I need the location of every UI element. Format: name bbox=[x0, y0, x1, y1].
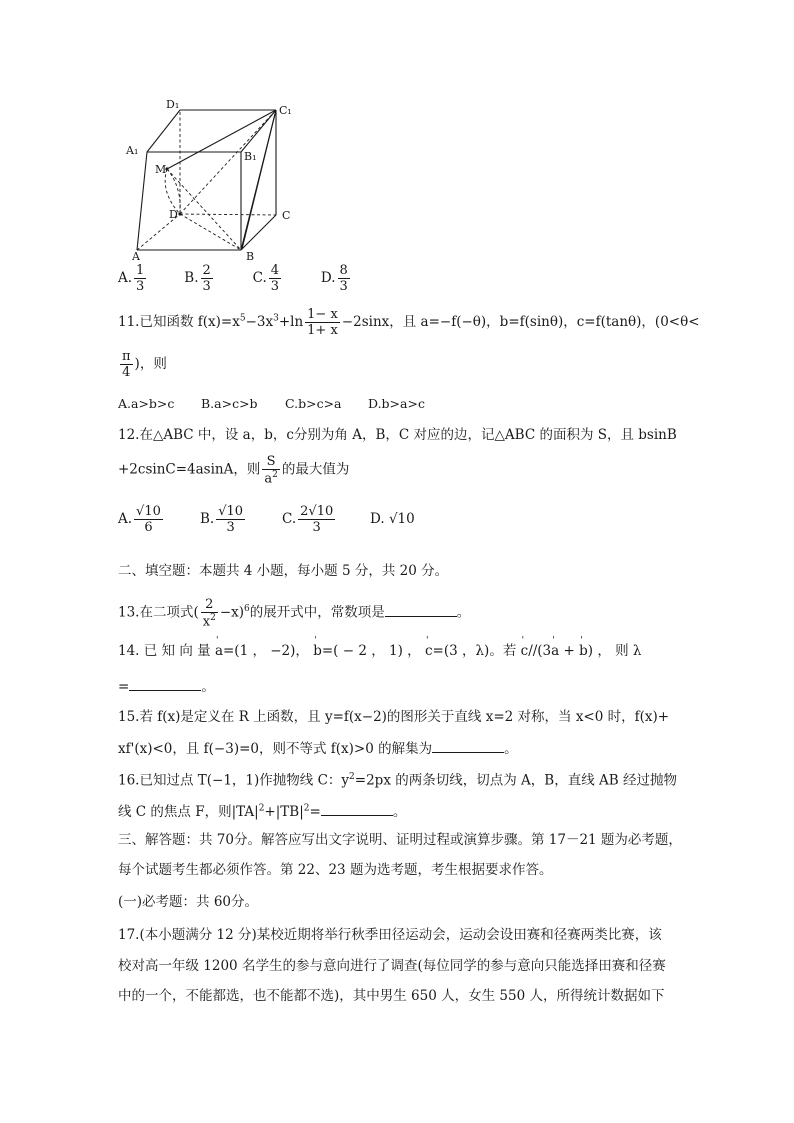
exponent: 2 bbox=[258, 803, 265, 814]
fraction bbox=[305, 308, 340, 337]
label-c: C bbox=[282, 209, 291, 222]
q14-text: + bbox=[563, 643, 575, 659]
edge-a1-d1 bbox=[147, 110, 180, 152]
exponent: 2 bbox=[210, 613, 216, 623]
q11-option-d: D.b>a>c bbox=[368, 396, 425, 411]
vector-b: ' b bbox=[313, 645, 322, 659]
label-b1: B₁ bbox=[244, 150, 257, 163]
vector-b: ' b bbox=[579, 645, 588, 659]
cube-figure bbox=[118, 92, 308, 262]
q10-option-a bbox=[118, 264, 180, 293]
denominator bbox=[262, 470, 280, 485]
q11-text: 11.已知函数 f(x)=x bbox=[118, 314, 240, 330]
denominator: 3 bbox=[226, 520, 235, 535]
numerator: √10 bbox=[136, 504, 161, 519]
q12-line1: 12.在△ABC 中，设 a，b，c分别为角 A，B，C 对应的边，记△ABC 的面积为 S，且 bsinB bbox=[118, 427, 677, 443]
option-value: √10 bbox=[388, 511, 415, 527]
q11-option-a: A.a>b>c bbox=[118, 396, 175, 411]
point-d bbox=[178, 212, 181, 215]
q16-line1 bbox=[118, 773, 677, 788]
q14-text: ) ， 则 λ bbox=[587, 643, 642, 659]
fraction bbox=[201, 264, 213, 293]
fraction bbox=[338, 264, 350, 293]
denominator-base: x bbox=[202, 614, 211, 630]
q15-line1: 15.若 f(x)是定义在 R 上函数，且 y=f(x−2)的图形关于直线 x=2 对称，当 x<0 时，f(x)+ bbox=[118, 709, 670, 725]
answer-blank bbox=[129, 678, 201, 691]
section3-line2: 每个试题考生都必须作答。第 22、23 题为选考题，考生根据要求作答。 bbox=[118, 862, 553, 878]
q11-option-c: C.b>c>a bbox=[285, 396, 342, 411]
q12-option-a bbox=[118, 505, 200, 534]
numerator: 2 bbox=[202, 263, 211, 278]
q16-line2 bbox=[118, 803, 406, 820]
q13-text: 13.在二项式( bbox=[118, 604, 199, 621]
vector-a: ' a bbox=[551, 645, 559, 659]
numerator: 4 bbox=[270, 263, 280, 278]
label-d: D bbox=[169, 208, 178, 221]
fraction bbox=[134, 264, 146, 293]
q14-text: =(3 ，λ)。若 bbox=[432, 643, 517, 659]
numerator: 1 bbox=[136, 263, 145, 278]
q16-text: 16.已知过点 T(−1，1)作抛物线 C：y bbox=[118, 772, 350, 789]
answer-blank bbox=[432, 740, 504, 753]
q16-text: = bbox=[309, 804, 321, 820]
q12-text: 的最大值为 bbox=[281, 461, 350, 478]
option-letter: C. bbox=[282, 511, 297, 527]
hidden-d-b bbox=[180, 214, 241, 250]
q14-text: = bbox=[118, 679, 130, 695]
label-a: A bbox=[132, 250, 140, 262]
exponent: 6 bbox=[244, 604, 250, 615]
numerator: S bbox=[262, 455, 280, 470]
denominator: 3 bbox=[339, 279, 348, 294]
q12-line2 bbox=[118, 455, 349, 485]
q17-line2: 校对高一年级 1200 名学生的参与意向进行了调查(每位同学的参与意向只能选择田赛和径赛 bbox=[118, 958, 666, 974]
denominator: 3 bbox=[202, 279, 211, 294]
q17-line3: 中的一个，不能都选，也不能都不选)，其中男生 650 人，女生 550 人，所得统计数据如下 bbox=[118, 988, 665, 1004]
q15-text: 。 bbox=[504, 741, 518, 757]
q12-options bbox=[118, 505, 415, 534]
q10-option-c bbox=[253, 264, 317, 293]
q11-text: −3x bbox=[245, 314, 274, 330]
q17-line1: 17.(本小题满分 12 分)某校近期将举行秋季田径运动会，运动会设田赛和径赛两类比赛，该 bbox=[118, 927, 662, 943]
numerator: 8 bbox=[339, 263, 348, 278]
label-m: M bbox=[155, 163, 167, 176]
q14-text: 14. 已 知 向 量 bbox=[118, 643, 211, 659]
q16-text: 线 C 的焦点 F，则|TA| bbox=[118, 804, 259, 820]
denominator: 3 bbox=[136, 279, 145, 294]
option-letter: B. bbox=[184, 270, 199, 286]
q15-text: xf'(x)<0，且 f(−3)=0，则不等式 f(x)>0 的解集为 bbox=[118, 741, 433, 757]
section2-heading: 二、填空题：本题共 4 小题，每小题 5 分，共 20 分。 bbox=[118, 563, 449, 579]
q16-text: =2px 的两条切线，切点为 A，B，直线 AB 经过抛物 bbox=[354, 772, 677, 789]
q11-text: )，则 bbox=[134, 356, 167, 372]
option-letter: D. bbox=[370, 511, 385, 527]
vector-a: ' a bbox=[215, 645, 223, 659]
section3-line1: 三、解答题：共 70分。解答应写出文字说明、证明过程或演算步骤。第 17－21 题为必考题， bbox=[118, 832, 682, 848]
q11-option-b: B.a>c>b bbox=[201, 396, 258, 411]
fraction-s-a2 bbox=[262, 455, 280, 485]
fraction bbox=[216, 505, 245, 534]
q16-text: +|TB| bbox=[264, 804, 304, 820]
numerator: √10 bbox=[218, 504, 244, 519]
edge-a-a1 bbox=[137, 152, 147, 250]
hidden-d-c bbox=[180, 214, 276, 215]
denominator: 3 bbox=[312, 520, 321, 535]
q14-line2 bbox=[118, 678, 215, 695]
exponent: 3 bbox=[273, 313, 279, 324]
label-c1: C₁ bbox=[279, 104, 292, 117]
numerator: π bbox=[122, 349, 131, 364]
q10-options bbox=[118, 264, 352, 293]
denominator: 4 bbox=[122, 365, 131, 380]
label-d1: D₁ bbox=[166, 98, 180, 111]
subsection-required: (一)必考题：共 60分。 bbox=[118, 894, 259, 910]
denominator bbox=[201, 613, 218, 628]
denominator: 3 bbox=[270, 279, 280, 294]
fraction bbox=[134, 505, 163, 534]
answer-blank bbox=[321, 803, 393, 816]
numerator: 2√10 bbox=[300, 504, 334, 519]
q12-option-c bbox=[282, 505, 370, 534]
q11-text: +ln bbox=[278, 314, 304, 330]
q13-text: 的展开式中，常数项是 bbox=[249, 604, 385, 621]
denominator: 6 bbox=[144, 520, 153, 535]
fraction bbox=[298, 505, 335, 534]
edge-b-c1-2 bbox=[242, 114, 275, 249]
q14-text: 。 bbox=[201, 679, 215, 695]
q13-line bbox=[118, 598, 470, 628]
label-a1: A₁ bbox=[126, 144, 139, 157]
q10-option-d bbox=[321, 264, 352, 293]
q11-line2 bbox=[118, 350, 167, 379]
exponent: 2 bbox=[303, 803, 310, 814]
q11-options bbox=[118, 398, 425, 411]
option-letter: D. bbox=[320, 270, 336, 286]
q12-text: +2csinC=4asinA，则 bbox=[118, 461, 261, 478]
q12-option-d bbox=[370, 513, 415, 527]
fraction-2-x2 bbox=[201, 598, 218, 628]
denominator-base: a bbox=[264, 471, 273, 487]
q13-text: −x) bbox=[219, 604, 245, 621]
option-letter: C. bbox=[252, 270, 267, 286]
vector-c: ' c bbox=[425, 645, 433, 659]
option-letter: A. bbox=[118, 270, 133, 286]
q14-text: =( − 2 ， 1) ， bbox=[321, 643, 421, 659]
label-b: B bbox=[246, 250, 255, 262]
q14-text: //(3 bbox=[528, 643, 552, 659]
exponent: 5 bbox=[239, 313, 246, 324]
option-letter: A. bbox=[118, 511, 133, 527]
q11-line1 bbox=[118, 308, 700, 337]
numerator: 2 bbox=[201, 598, 218, 613]
q14-text: =(1 ， −2)， bbox=[223, 643, 309, 659]
q12-option-b bbox=[200, 505, 282, 534]
hidden-m-b bbox=[167, 169, 241, 250]
numerator: 1− x bbox=[307, 307, 338, 322]
fraction-pi-4 bbox=[120, 350, 133, 379]
segment-m-c1 bbox=[167, 110, 276, 169]
q15-line2 bbox=[118, 740, 518, 757]
vector-c: ' c bbox=[521, 645, 529, 659]
q13-text: 。 bbox=[456, 604, 471, 621]
q10-option-b bbox=[184, 264, 248, 293]
exponent: 2 bbox=[349, 772, 355, 782]
q16-text: 。 bbox=[392, 804, 407, 820]
answer-blank bbox=[385, 604, 457, 617]
q14-line1 bbox=[118, 645, 641, 659]
denominator: 1+ x bbox=[307, 323, 338, 338]
option-letter: B. bbox=[200, 511, 215, 527]
exponent: 2 bbox=[272, 470, 278, 480]
fraction bbox=[269, 264, 281, 293]
q11-text: −2sinx，且 a=−f(−θ)，b=f(sinθ)，c=f(tanθ)，(0<θ< bbox=[341, 314, 700, 330]
